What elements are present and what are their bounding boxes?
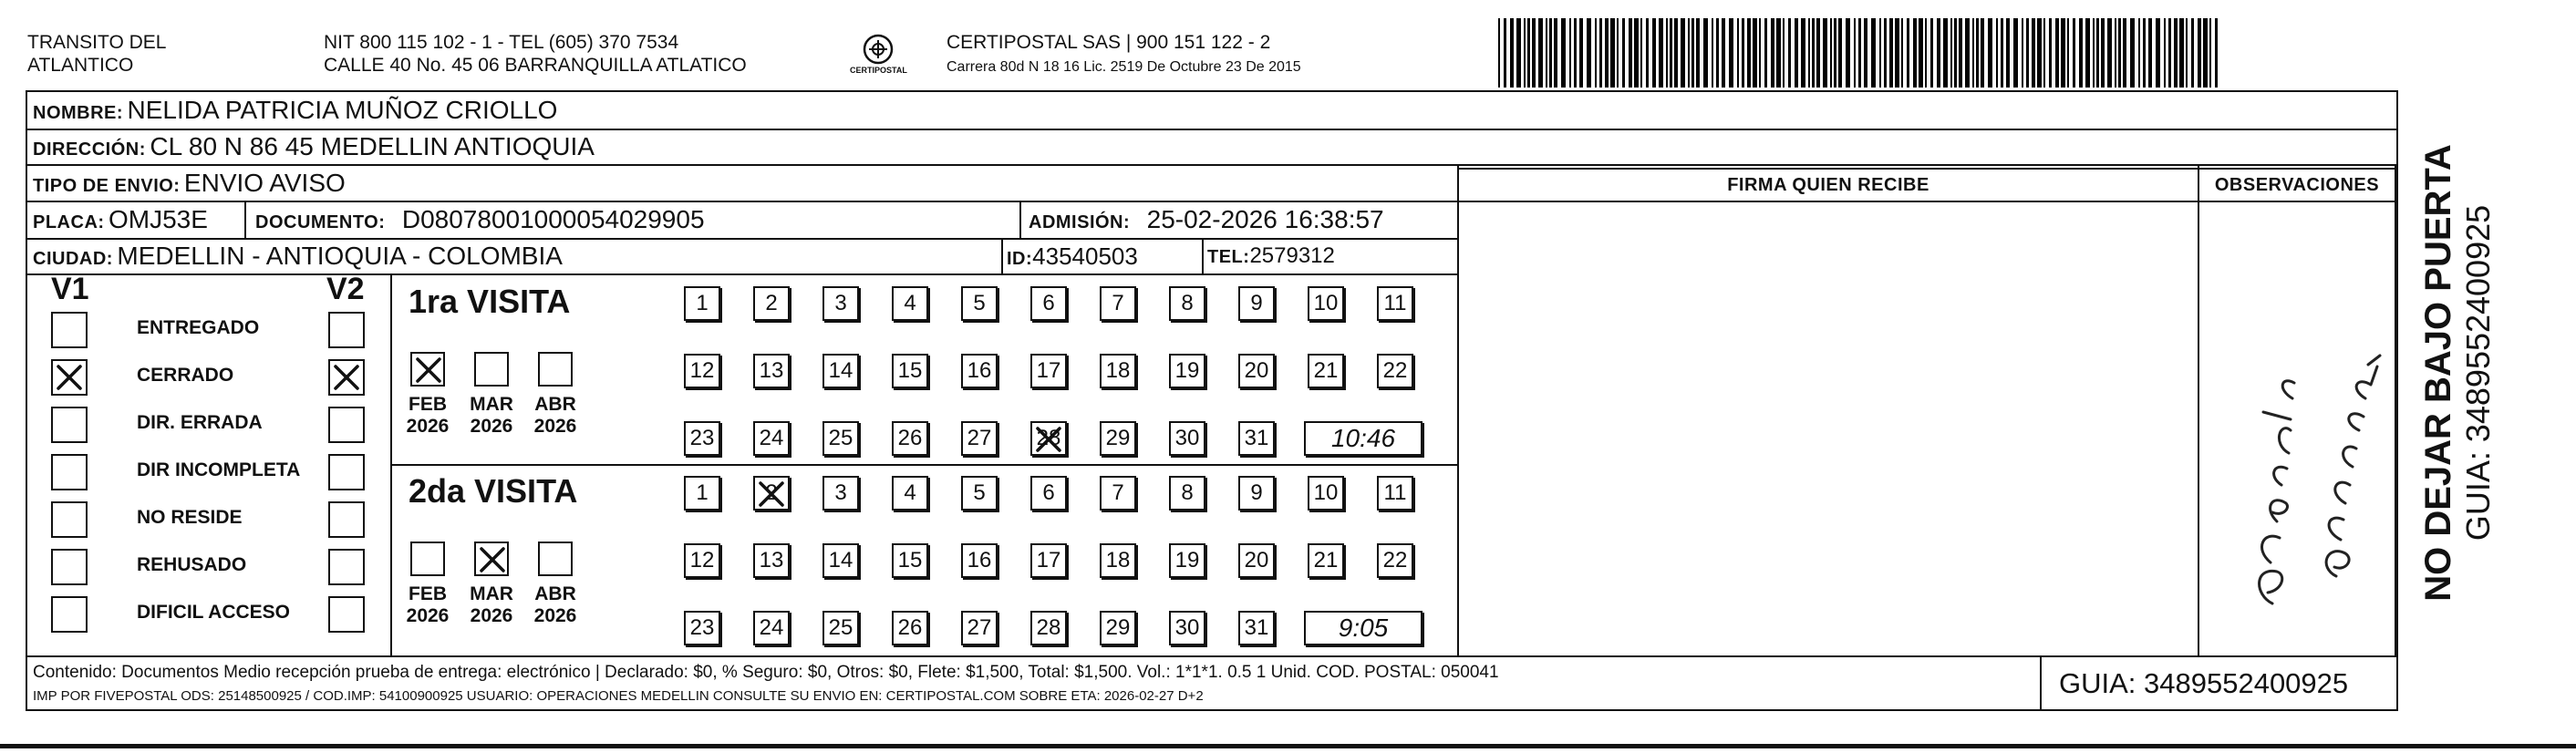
day-box[interactable] <box>822 611 859 645</box>
org-name-line1: TRANSITO DEL <box>27 32 167 53</box>
day-number: 26 <box>897 615 923 640</box>
day-number: 12 <box>689 358 715 383</box>
day-box[interactable] <box>961 476 998 511</box>
day-box[interactable] <box>1308 354 1344 388</box>
x-mark-icon <box>1036 427 1061 452</box>
status-option-label: REHUSADO <box>137 554 247 575</box>
v2-checkbox[interactable] <box>328 407 365 443</box>
day-box[interactable] <box>1169 286 1205 321</box>
day-box[interactable] <box>892 421 928 456</box>
day-box[interactable] <box>1030 611 1067 645</box>
day-number: 20 <box>1244 358 1269 383</box>
day-number: 13 <box>759 358 784 383</box>
day-number: 11 <box>1383 291 1407 315</box>
signature-area[interactable] <box>1459 202 2198 655</box>
day-box[interactable] <box>1169 354 1205 388</box>
address-label: DIRECCIÓN: <box>33 139 146 160</box>
day-box[interactable] <box>1377 543 1413 578</box>
day-box[interactable] <box>822 476 859 511</box>
day-number: 21 <box>1313 548 1339 572</box>
v2-checkbox[interactable] <box>328 501 365 538</box>
day-number: 1 <box>696 480 709 505</box>
day-box[interactable] <box>1169 611 1205 645</box>
tel-label: TEL: <box>1207 247 1250 267</box>
id-field <box>1007 241 1138 276</box>
city-field <box>33 241 563 276</box>
day-number: 9 <box>1250 480 1263 505</box>
day-box[interactable] <box>892 476 928 511</box>
day-box[interactable] <box>1100 286 1136 321</box>
day-box[interactable] <box>684 543 720 578</box>
day-number: 16 <box>967 548 992 572</box>
month-label: FEB 2026 <box>406 583 450 626</box>
v1-checkbox[interactable] <box>51 549 88 585</box>
day-number: 18 <box>1105 548 1131 572</box>
v2-checkbox[interactable] <box>328 454 365 490</box>
v2-checkbox[interactable] <box>328 312 365 348</box>
day-box[interactable] <box>892 611 928 645</box>
day-box[interactable] <box>961 421 998 456</box>
month-label: ABR 2026 <box>533 394 577 437</box>
signature-header: FIRMA QUIEN RECIBE <box>1727 175 1929 195</box>
day-box[interactable] <box>1030 476 1067 511</box>
nit-line: NIT 800 115 102 - 1 - TEL (605) 370 7534 <box>324 32 679 53</box>
day-number: 28 <box>1036 426 1061 450</box>
address-field <box>33 131 595 167</box>
day-box[interactable] <box>1308 286 1344 321</box>
status-option-label: DIR. ERRADA <box>137 412 263 433</box>
month-label: MAR 2026 <box>470 394 513 437</box>
day-number: 11 <box>1383 480 1407 505</box>
x-mark-icon <box>759 481 784 507</box>
day-box[interactable] <box>822 421 859 456</box>
x-mark-icon <box>416 357 441 383</box>
day-number: 14 <box>828 358 853 383</box>
company-line: CERTIPOSTAL SAS | 900 151 122 - 2 <box>947 32 1271 53</box>
day-box[interactable] <box>1030 421 1067 456</box>
day-number: 20 <box>1244 548 1269 572</box>
side-notice-guia: GUIA: 3489552400925 <box>2459 204 2497 542</box>
v2-checkbox[interactable] <box>328 549 365 585</box>
v2-checkbox[interactable] <box>328 596 365 633</box>
day-box[interactable] <box>1169 543 1205 578</box>
day-number: 14 <box>828 548 853 572</box>
day-number: 29 <box>1105 426 1131 450</box>
day-number: 27 <box>967 615 992 640</box>
v1-checkbox[interactable] <box>51 312 88 348</box>
visit-time-box[interactable]: 9:05 <box>1304 611 1422 645</box>
name-label: NOMBRE: <box>33 103 124 123</box>
day-number: 24 <box>759 426 784 450</box>
day-number: 10 <box>1313 480 1339 505</box>
admission-value: 25-02-2026 16:38:57 <box>1146 205 1384 233</box>
day-number: 31 <box>1244 615 1269 640</box>
day-box[interactable] <box>684 421 720 456</box>
day-box[interactable] <box>1100 421 1136 456</box>
day-number: 17 <box>1036 548 1061 572</box>
day-box[interactable] <box>1238 543 1275 578</box>
day-number: 4 <box>904 480 916 505</box>
tel-field <box>1207 241 1335 274</box>
day-box[interactable] <box>684 354 720 388</box>
visit1-title: 1ra VISITA <box>409 283 571 320</box>
day-number: 15 <box>897 358 923 383</box>
day-box[interactable] <box>961 354 998 388</box>
day-number: 3 <box>834 480 847 505</box>
day-number: 5 <box>973 291 986 315</box>
month-label: FEB 2026 <box>406 394 450 437</box>
day-number: 2 <box>765 480 778 505</box>
day-number: 3 <box>834 291 847 315</box>
day-number: 12 <box>689 548 715 572</box>
content-line: Contenido: Documentos Medio recepción prueba de entrega: electrónico | Declarado: $0, % Seguro: $0, Otros: $0, Flete: $1,500, Total: $1,500. Vol.: 1*1*1. 0.5 1 Unid. COD. POSTAL: 050041 <box>33 663 1499 682</box>
day-number: 18 <box>1105 358 1131 383</box>
day-box[interactable] <box>1238 611 1275 645</box>
day-number: 8 <box>1181 291 1194 315</box>
day-box[interactable] <box>753 476 790 511</box>
day-number: 25 <box>828 615 853 640</box>
month-checkbox[interactable] <box>474 352 509 387</box>
day-box[interactable] <box>753 286 790 321</box>
day-number: 30 <box>1174 615 1200 640</box>
day-box[interactable] <box>753 421 790 456</box>
day-number: 30 <box>1174 426 1200 450</box>
observations-handwriting <box>2199 202 2395 655</box>
certipostal-logo <box>850 31 907 82</box>
day-box[interactable] <box>1100 611 1136 645</box>
day-number: 10 <box>1313 291 1339 315</box>
plate-field <box>33 204 208 240</box>
day-number: 22 <box>1382 358 1408 383</box>
bottom-rule <box>0 744 2576 748</box>
name-field <box>33 95 557 130</box>
observations-header: OBSERVACIONES <box>2214 175 2380 195</box>
x-mark-icon <box>480 547 505 572</box>
recipient-name: NELIDA PATRICIA MUÑOZ CRIOLLO <box>127 96 558 124</box>
day-box[interactable] <box>822 543 859 578</box>
shipment-type-field <box>33 168 346 203</box>
day-number: 24 <box>759 615 784 640</box>
month-checkbox[interactable] <box>410 542 445 576</box>
day-number: 13 <box>759 548 784 572</box>
day-box[interactable] <box>1100 476 1136 511</box>
recipient-address: CL 80 N 86 45 MEDELLIN ANTIOQUIA <box>150 132 595 160</box>
v1-checkbox[interactable] <box>51 596 88 633</box>
v1-checkbox[interactable] <box>51 359 88 396</box>
day-number: 1 <box>696 291 709 315</box>
day-box[interactable] <box>1377 476 1413 511</box>
day-box[interactable] <box>753 543 790 578</box>
id-label: ID: <box>1007 249 1033 269</box>
document-value: D08078001000054029905 <box>401 205 705 233</box>
plate-value: OMJ53E <box>109 205 208 233</box>
plate-label: PLACA: <box>33 212 105 232</box>
day-number: 17 <box>1036 358 1061 383</box>
day-number: 2 <box>765 291 778 315</box>
day-box[interactable] <box>1238 421 1275 456</box>
status-option-label: ENTREGADO <box>137 317 260 338</box>
org-address-line: CALLE 40 No. 45 06 BARRANQUILLA ATLATICO <box>324 55 747 76</box>
day-box[interactable] <box>1377 286 1413 321</box>
admission-label: ADMISIÓN: <box>1029 212 1131 232</box>
side-notice-line1: NO DEJAR BAJO PUERTA <box>2418 144 2458 602</box>
day-number: 6 <box>1042 480 1055 505</box>
day-number: 29 <box>1105 615 1131 640</box>
status-option-label: NO RESIDE <box>137 507 243 528</box>
month-label: MAR 2026 <box>470 583 513 626</box>
logo-text: CERTIPOSTAL <box>850 66 907 75</box>
day-box[interactable] <box>1238 476 1275 511</box>
day-box[interactable] <box>1238 286 1275 321</box>
day-box[interactable] <box>961 611 998 645</box>
month-checkbox[interactable] <box>538 352 573 387</box>
month-checkbox[interactable] <box>538 542 573 576</box>
admission-field <box>1029 204 1384 240</box>
city-value: MEDELLIN - ANTIOQUIA - COLOMBIA <box>117 242 563 270</box>
day-number: 7 <box>1112 480 1124 505</box>
day-number: 22 <box>1382 548 1408 572</box>
day-number: 23 <box>689 615 715 640</box>
day-box[interactable] <box>1030 286 1067 321</box>
day-number: 28 <box>1036 615 1061 640</box>
shipment-type-label: TIPO DE ENVIO: <box>33 176 181 196</box>
day-number: 19 <box>1174 548 1200 572</box>
status-option-label: CERRADO <box>137 365 234 386</box>
status-option-label: DIR INCOMPLETA <box>137 459 301 480</box>
day-box[interactable] <box>892 543 928 578</box>
day-number: 4 <box>904 291 916 315</box>
license-line: Carrera 80d N 18 16 Lic. 2519 De Octubre 23 De 2015 <box>947 59 1301 75</box>
v1-checkbox[interactable] <box>51 407 88 443</box>
id-value: 43540503 <box>1032 242 1138 270</box>
day-number: 5 <box>973 480 986 505</box>
day-box[interactable] <box>1377 354 1413 388</box>
x-mark-icon <box>57 365 82 390</box>
document-field <box>255 204 705 240</box>
day-number: 8 <box>1181 480 1194 505</box>
day-number: 26 <box>897 426 923 450</box>
v1-checkbox[interactable] <box>51 454 88 490</box>
footer-guia: GUIA: 3489552400925 <box>2059 667 2349 699</box>
v1-header: V1 <box>51 272 89 306</box>
day-box[interactable] <box>1238 354 1275 388</box>
v2-header: V2 <box>326 272 365 306</box>
day-number: 6 <box>1042 291 1055 315</box>
v2-checkbox[interactable] <box>328 359 365 396</box>
day-number: 23 <box>689 426 715 450</box>
day-box[interactable] <box>961 286 998 321</box>
day-box[interactable] <box>684 611 720 645</box>
day-box[interactable] <box>1308 543 1344 578</box>
document-label: DOCUMENTO: <box>255 212 386 232</box>
day-number: 15 <box>897 548 923 572</box>
x-mark-icon <box>334 365 359 390</box>
day-box[interactable] <box>822 286 859 321</box>
day-box[interactable] <box>822 354 859 388</box>
day-box[interactable] <box>753 354 790 388</box>
day-box[interactable] <box>1100 354 1136 388</box>
shipment-type: ENVIO AVISO <box>183 169 346 197</box>
month-checkbox[interactable] <box>474 542 509 576</box>
day-number: 25 <box>828 426 853 450</box>
day-box[interactable] <box>684 476 720 511</box>
day-number: 31 <box>1244 426 1269 450</box>
v1-checkbox[interactable] <box>51 501 88 538</box>
day-box[interactable] <box>1030 354 1067 388</box>
imp-line: IMP POR FIVEPOSTAL ODS: 25148500925 / COD.IMP: 54100900925 USUARIO: OPERACIONES MEDELLIN CONSULTE SU ENVIO EN: CERTIPOSTAL.COM SOBRE ETA: 2026-02-27 D+2 <box>33 688 1204 704</box>
day-box[interactable] <box>753 611 790 645</box>
day-number: 16 <box>967 358 992 383</box>
day-box[interactable] <box>892 286 928 321</box>
day-number: 7 <box>1112 291 1124 315</box>
org-name-line2: ATLANTICO <box>27 55 134 76</box>
month-checkbox[interactable] <box>410 352 445 387</box>
day-box[interactable] <box>1169 421 1205 456</box>
day-box[interactable] <box>1169 476 1205 511</box>
day-box[interactable] <box>1030 543 1067 578</box>
day-number: 27 <box>967 426 992 450</box>
month-label: ABR 2026 <box>533 583 577 626</box>
day-box[interactable] <box>892 354 928 388</box>
day-box[interactable] <box>1100 543 1136 578</box>
day-number: 19 <box>1174 358 1200 383</box>
status-option-label: DIFICIL ACCESO <box>137 602 291 623</box>
tel-value: 2579312 <box>1249 243 1335 268</box>
day-number: 21 <box>1313 358 1339 383</box>
day-box[interactable] <box>684 286 720 321</box>
city-label: CIUDAD: <box>33 249 113 269</box>
side-notice <box>2407 100 2508 647</box>
visit2-title: 2da VISITA <box>409 472 578 510</box>
day-box[interactable] <box>961 543 998 578</box>
day-number: 9 <box>1250 291 1263 315</box>
day-box[interactable] <box>1308 476 1344 511</box>
visit-time-box[interactable]: 10:46 <box>1304 421 1422 456</box>
barcode <box>1498 18 2223 88</box>
